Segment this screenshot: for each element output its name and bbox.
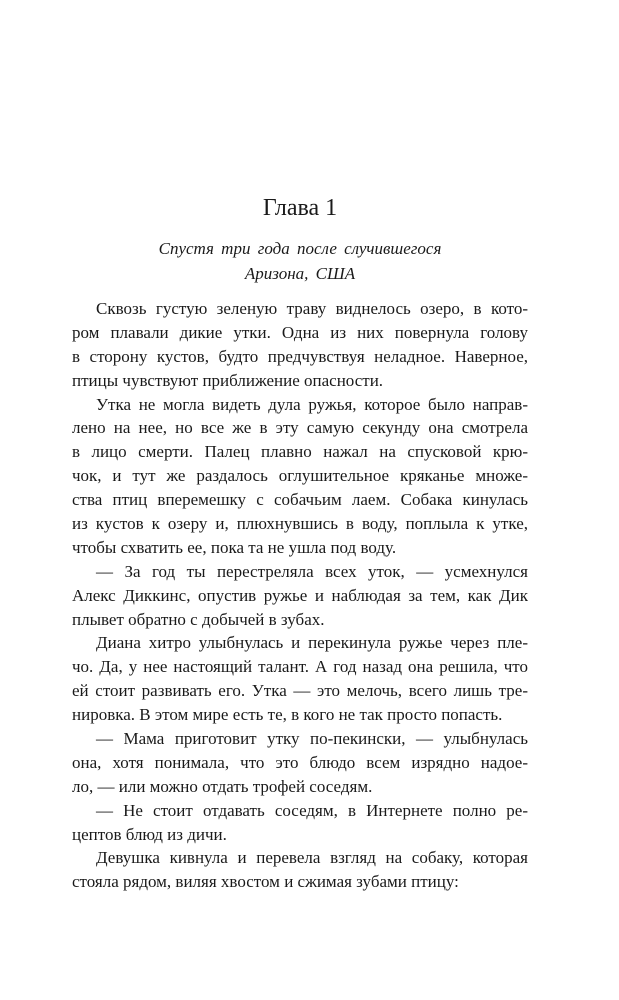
epigraph-line-place: Аризона, США [244,264,356,283]
text-line: Алекс Диккинс, опустив ружье и наблюдая за тем, как Дик [72,585,528,605]
text-line: ства птиц вперемешку с собачьим лаем. Собака кинулась [72,490,528,510]
text-line: чок, и тут же раздалось оглушительное кряканье множе- [72,466,528,486]
text-line: ло, — или можно отдать трофей соседям. [72,776,373,796]
text-line: лено на нее, но все же в эту самую секунду она смотрела [72,418,528,438]
text-line: птицы чувствуют приближение опасности. [72,370,384,390]
epigraph [72,236,528,286]
text-line: — Мама приготовит утку по-пекински, — улыбнулась [96,729,528,749]
text-line: — За год ты перестреляла всех уток, — усмехнулся [96,561,528,581]
book-page [72,0,528,1000]
body-text [72,297,528,894]
text-line: ей стоит развивать его. Утка — это мелочь, всего лишь тре- [72,681,528,701]
text-line: чтобы схватить ее, пока та не ушла под воду. [72,537,397,557]
epigraph-line-time: Спустя три года после случившегося [158,239,442,258]
text-line: нировка. В этом мире есть те, в кого не так просто попасть. [72,705,503,725]
text-line: из кустов к озеру и, плюхнувшись в воду, поплыла к утке, [72,514,528,534]
text-line: Утка не могла видеть дула ружья, которое было направ- [96,394,528,414]
text-line: плывет обратно с добычей в зубах. [72,609,325,629]
text-line: она, хотя понимала, что это блюдо всем изрядно надое- [72,752,528,772]
text-line: в лицо смерти. Палец плавно нажал на спусковой крю- [72,442,528,462]
text-line: Диана хитро улыбнулась и перекинула ружье через пле- [96,633,528,653]
text-line: в сторону кустов, будто предчувствуя неладное. Наверное, [72,346,528,366]
text-line: — Не стоит отдавать соседям, в Интернете полно ре- [96,800,528,820]
text-line: ром плавали дикие утки. Одна из них повернула голову [72,322,528,342]
text-line: Девушка кивнула и перевела взгляд на собаку, которая [96,848,528,868]
chapter-title: Глава 1 [262,195,338,221]
text-line: цептов блюд из дичи. [72,824,227,844]
text-line: чо. Да, у нее настоящий талант. А год назад она решила, что [72,657,528,677]
text-line: стояла рядом, виляя хвостом и сжимая зубами птицу: [72,872,459,892]
text-line: Сквозь густую зеленую траву виднелось озеро, в кото- [96,299,528,318]
